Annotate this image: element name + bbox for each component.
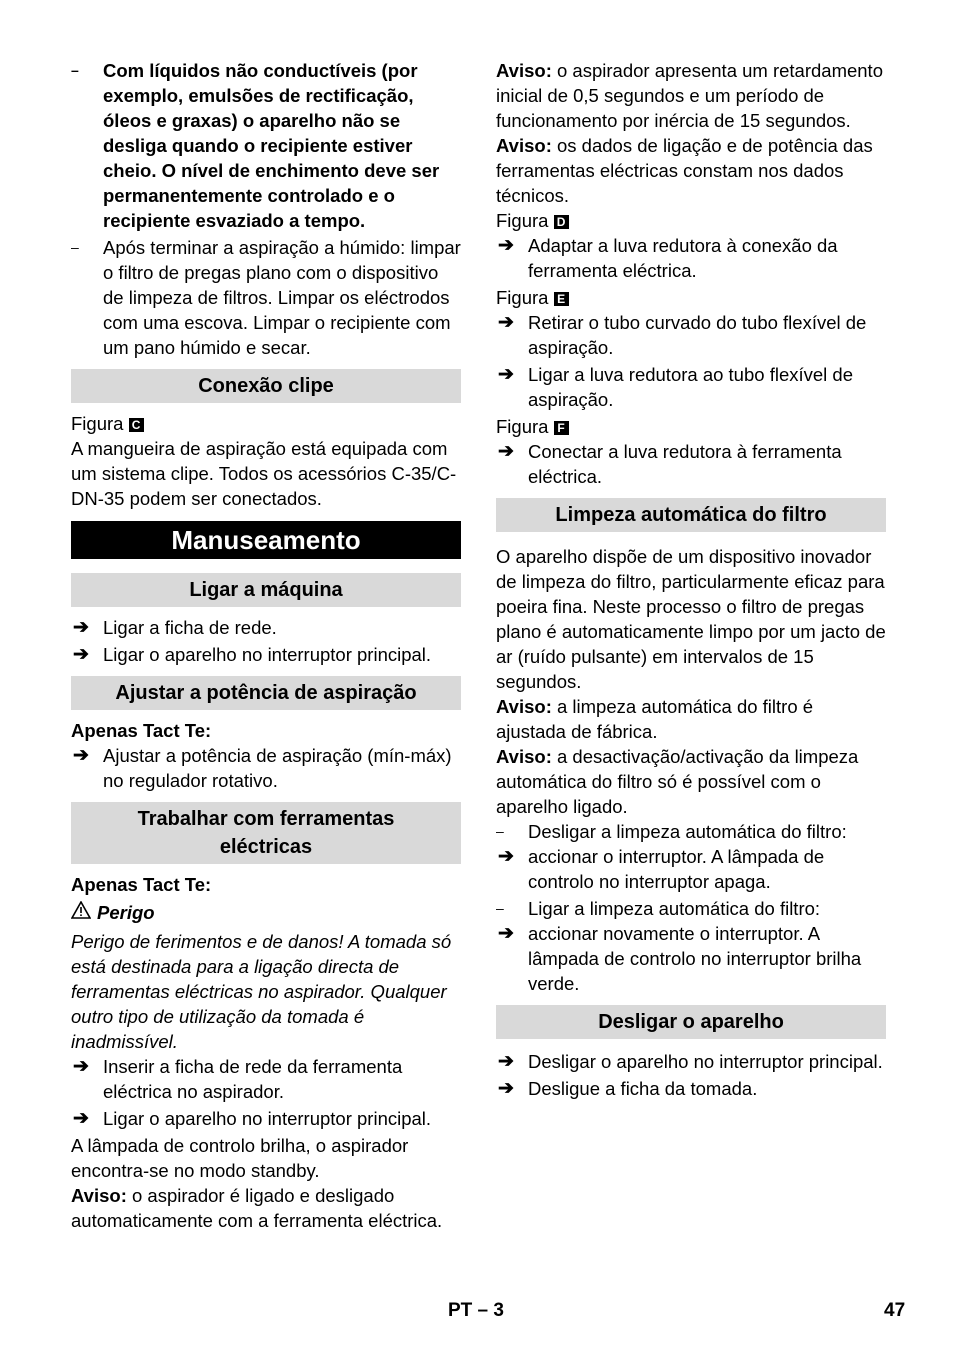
step-item bbox=[71, 743, 461, 793]
ligar-maquina-heading: Ligar a máquina bbox=[71, 573, 461, 607]
figure-label: Figura bbox=[496, 416, 549, 437]
heading-line: Trabalhar com ferramentas bbox=[137, 808, 395, 830]
figure-badge-e: E bbox=[554, 292, 569, 306]
aviso-label: Aviso: bbox=[496, 60, 552, 81]
arrow-icon: ➔ bbox=[73, 617, 89, 638]
step-text: Ajustar a potência de aspiração (mín-máx) no regulador rotativo. bbox=[103, 745, 452, 791]
aviso-paragraph bbox=[496, 744, 886, 819]
arrow-icon: ➔ bbox=[73, 644, 89, 665]
limpeza-paragraph: O aparelho dispõe de um dispositivo inovador de limpeza do filtro, particularmente eficaz para poeira fina. Neste processo o filtro de pregas plano é automaticamente limpo por um jacto de ar (ruído pulsante) em intervalos de 15 segundos. bbox=[496, 546, 886, 692]
manuseamento-heading: Manuseamento bbox=[71, 521, 461, 559]
step-text: Adaptar a luva redutora à conexão da ferramenta eléctrica. bbox=[528, 235, 838, 281]
dash-paragraph: – Desligar a limpeza automática do filtro: bbox=[496, 819, 886, 844]
figure-label: Figura bbox=[71, 413, 124, 434]
limpeza-automatica-heading: Limpeza automática do filtro bbox=[496, 498, 886, 532]
aviso-paragraph bbox=[496, 133, 886, 208]
figure-reference-c bbox=[71, 411, 461, 436]
arrow-icon: ➔ bbox=[498, 441, 514, 462]
apenas-tact-label: Apenas Tact Te: bbox=[71, 874, 212, 895]
step-item bbox=[496, 439, 886, 489]
danger-title-row bbox=[71, 900, 461, 925]
right-column bbox=[496, 58, 886, 1103]
left-column bbox=[71, 58, 461, 1233]
desligar-aparelho-heading: Desligar o aparelho bbox=[496, 1005, 886, 1039]
arrow-icon: ➔ bbox=[498, 364, 514, 385]
aviso-text: os dados de ligação e de potência das ferramentas eléctricas constam nos dados técnicos. bbox=[496, 135, 873, 206]
danger-title: Perigo bbox=[97, 902, 155, 923]
danger-text: Perigo de ferimentos e de danos! A tomada só está destinada para a ligação directa de ferramentas eléctricas no aspirador. Qualquer outro tipo de utilização da tomada é inadmissível. bbox=[71, 931, 452, 1052]
trabalhar-ferramentas-heading bbox=[71, 802, 461, 864]
figure-label: Figura bbox=[496, 287, 549, 308]
aviso-text: o aspirador apresenta um retardamento inicial de 0,5 segundos e um período de funcionamento por inércia de 15 segundos. bbox=[496, 60, 883, 131]
lampada-paragraph: A lâmpada de controlo brilha, o aspirador encontra-se no modo standby. bbox=[71, 1135, 409, 1181]
bold-dash-paragraph: – Com líquidos não conductíveis (por exemplo, emulsões de rectificação, óleos e graxas) o aparelho não se desliga quando o recipiente estiver cheio. O nível de enchimento deve ser permanentemente controlado e o recipiente esvaziado a tempo. bbox=[71, 58, 461, 233]
dash-paragraph: – Após terminar a aspiração a húmido: limpar o filtro de pregas plano com o dispositivo de limpeza de filtros. Limpar os eléctrodos com uma escova. Limpar o recipiente com um pano húmido e secar. bbox=[71, 235, 461, 360]
step-item bbox=[496, 1049, 886, 1074]
step-item bbox=[496, 921, 886, 996]
ajustar-potencia-heading: Ajustar a potência de aspiração bbox=[71, 676, 461, 710]
step-text: accionar o interruptor. A lâmpada de controlo no interruptor apaga. bbox=[528, 846, 825, 892]
footer-section-label: PT – 3 bbox=[448, 1300, 504, 1321]
aviso-text: a limpeza automática do filtro é ajustada de fábrica. bbox=[496, 696, 814, 742]
aviso-text: a desactivação/activação da limpeza automática do filtro só é possível com o aparelho ligado. bbox=[496, 746, 859, 817]
figure-badge-d: D bbox=[554, 215, 569, 229]
step-item bbox=[496, 233, 886, 283]
arrow-icon: ➔ bbox=[498, 846, 514, 867]
aviso-label: Aviso: bbox=[496, 696, 552, 717]
step-text: Retirar o tubo curvado do tubo flexível de aspiração. bbox=[528, 312, 867, 358]
arrow-icon: ➔ bbox=[73, 745, 89, 766]
aviso-paragraph bbox=[496, 58, 886, 133]
figure-badge-f: F bbox=[554, 421, 569, 435]
step-text: Conectar a luva redutora à ferramenta eléctrica. bbox=[528, 441, 842, 487]
figure-badge-c: C bbox=[129, 418, 144, 432]
page-number: 47 bbox=[884, 1300, 906, 1321]
step-text: Ligar o aparelho no interruptor principal. bbox=[103, 1108, 432, 1129]
warning-triangle-icon bbox=[71, 900, 97, 925]
step-item bbox=[71, 1106, 461, 1131]
figure-reference-d bbox=[496, 208, 886, 233]
aviso-paragraph bbox=[496, 694, 886, 744]
arrow-icon: ➔ bbox=[498, 923, 514, 944]
arrow-icon: ➔ bbox=[73, 1108, 89, 1129]
arrow-icon: ➔ bbox=[498, 1078, 514, 1099]
arrow-icon: ➔ bbox=[498, 312, 514, 333]
figure-reference-f bbox=[496, 414, 886, 439]
heading-line: eléctricas bbox=[219, 836, 313, 858]
step-text: accionar novamente o interruptor. A lâmpada de controlo no interruptor brilha verde. bbox=[528, 923, 862, 994]
aviso-paragraph bbox=[71, 1183, 461, 1233]
conexao-clipe-heading: Conexão clipe bbox=[71, 369, 461, 403]
step-item bbox=[71, 1054, 461, 1104]
step-item bbox=[71, 615, 461, 640]
dash-paragraph: – Ligar a limpeza automática do filtro: bbox=[496, 896, 886, 921]
aviso-label: Aviso: bbox=[496, 746, 552, 767]
step-item bbox=[71, 642, 461, 667]
figure-label: Figura bbox=[496, 210, 549, 231]
conexao-paragraph: A mangueira de aspiração está equipada com um sistema clipe. Todos os acessórios C-35/C-DN-35 podem ser conectados. bbox=[71, 438, 457, 509]
step-item bbox=[496, 844, 886, 894]
step-item bbox=[496, 362, 886, 412]
arrow-icon: ➔ bbox=[498, 235, 514, 256]
step-text: Desligar o aparelho no interruptor principal. bbox=[528, 1051, 883, 1072]
step-item bbox=[496, 1076, 886, 1101]
step-text: Desligue a ficha da tomada. bbox=[528, 1078, 758, 1099]
apenas-tact-label: Apenas Tact Te: bbox=[71, 720, 212, 741]
step-text: Ligar a luva redutora ao tubo flexível de aspiração. bbox=[528, 364, 853, 410]
arrow-icon: ➔ bbox=[73, 1056, 89, 1077]
aviso-text: o aspirador é ligado e desligado automaticamente com a ferramenta eléctrica. bbox=[71, 1185, 443, 1231]
step-text: Inserir a ficha de rede da ferramenta eléctrica no aspirador. bbox=[103, 1056, 403, 1102]
aviso-label: Aviso: bbox=[71, 1185, 127, 1206]
figure-reference-e bbox=[496, 285, 886, 310]
aviso-label: Aviso: bbox=[496, 135, 552, 156]
step-item bbox=[496, 310, 886, 360]
arrow-icon: ➔ bbox=[498, 1051, 514, 1072]
step-text: Ligar a ficha de rede. bbox=[103, 617, 277, 638]
step-text: Ligar o aparelho no interruptor principal. bbox=[103, 644, 432, 665]
